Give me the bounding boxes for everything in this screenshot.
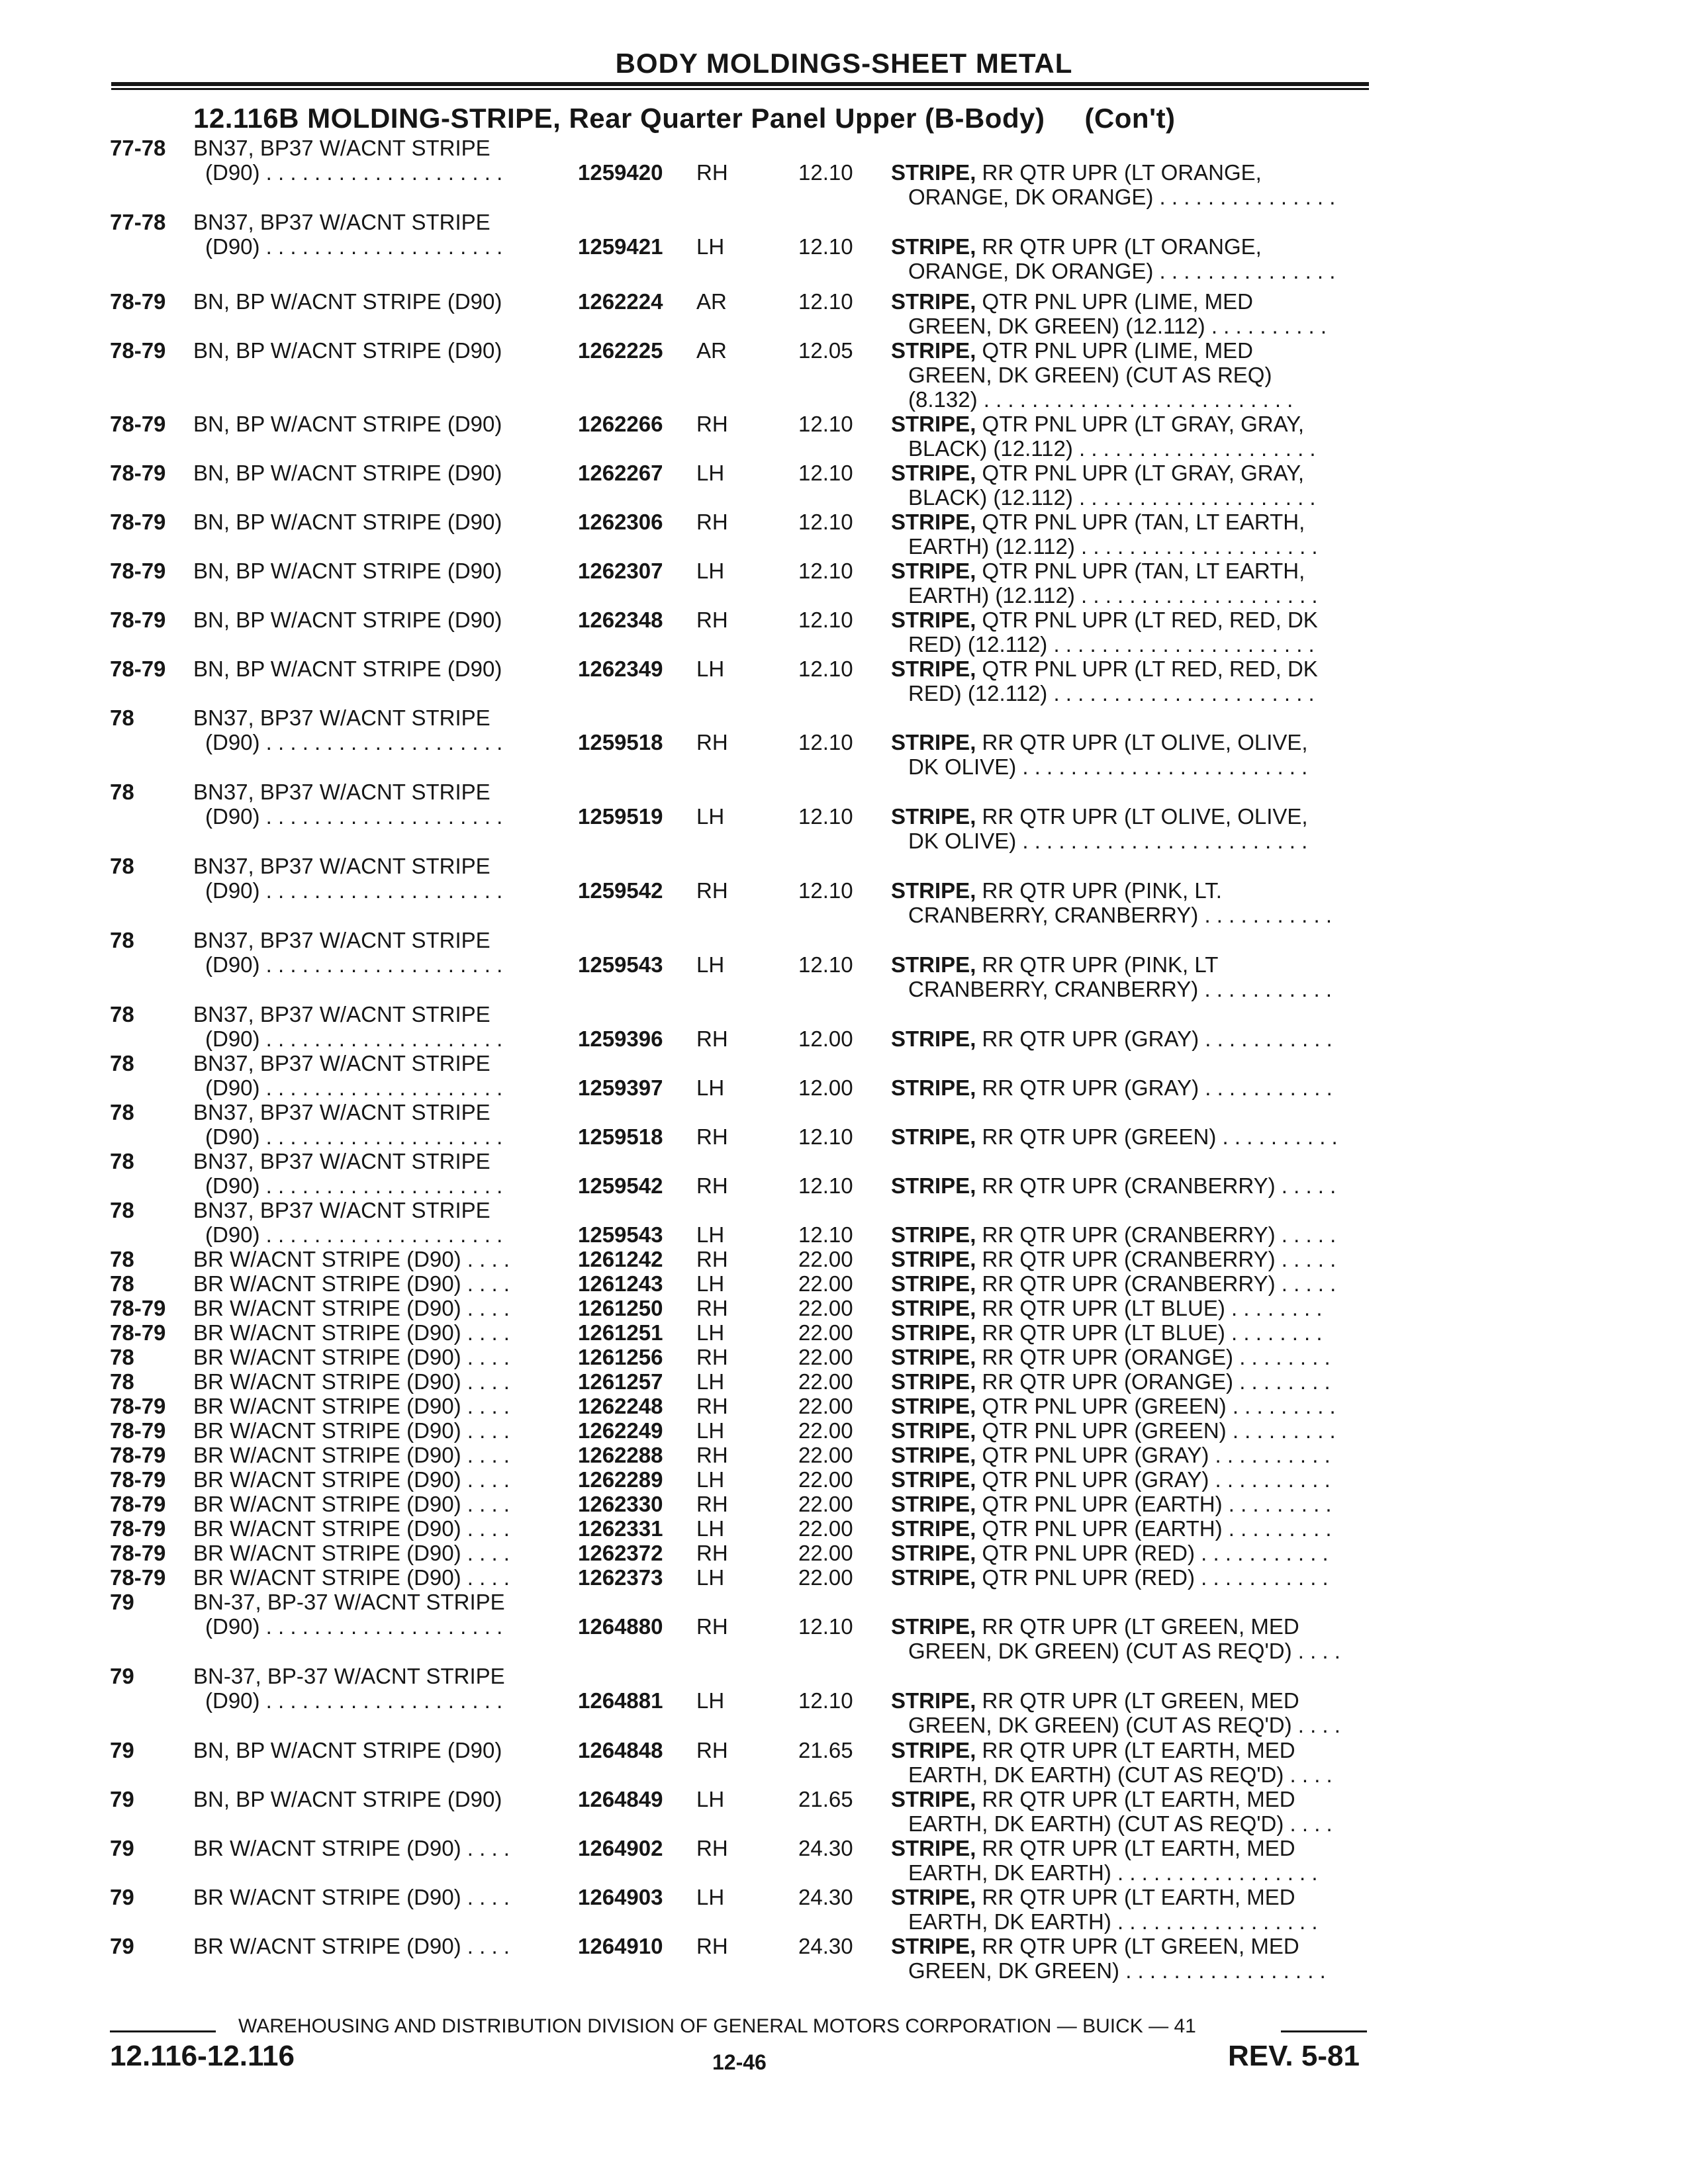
side-code: RH	[696, 1738, 728, 1762]
model-year: 78	[110, 928, 134, 952]
model-year: 78	[110, 1149, 134, 1173]
side-code: RH	[696, 1247, 728, 1271]
part-number: 1264903	[578, 1885, 663, 1909]
model-year: 78-79	[110, 1296, 166, 1320]
application-text: BR W/ACNT STRIPE (D90) . . . .	[193, 1345, 510, 1369]
side-code: RH	[696, 1836, 728, 1860]
application-text: BR W/ACNT STRIPE (D90) . . . .	[193, 1443, 510, 1467]
price: 22.00	[798, 1443, 853, 1467]
model-year: 78-79	[110, 1320, 166, 1345]
side-code: LH	[696, 1467, 725, 1492]
side-code: LH	[696, 461, 725, 485]
application-text: BR W/ACNT STRIPE (D90) . . . .	[193, 1516, 510, 1541]
side-code: RH	[696, 412, 728, 436]
model-year: 79	[110, 1590, 134, 1614]
application-text: BN, BP W/ACNT STRIPE (D90)	[193, 559, 502, 583]
price: 22.00	[798, 1345, 853, 1369]
application-text: (D90) . . . . . . . . . . . . . . . . . . . .	[205, 878, 503, 903]
part-number: 1259397	[578, 1075, 663, 1100]
part-number: 1259518	[578, 1124, 663, 1149]
description-text: EARTH, DK EARTH) (CUT AS REQ'D) . . . .	[908, 1811, 1333, 1836]
part-number: 1262307	[578, 559, 663, 583]
model-year: 78	[110, 1100, 134, 1124]
price: 22.00	[798, 1492, 853, 1516]
footer-revision: REV. 5-81	[1228, 2040, 1360, 2072]
model-year: 78	[110, 1247, 134, 1271]
application-text: BR W/ACNT STRIPE (D90) . . . .	[193, 1271, 510, 1296]
model-year: 78	[110, 1198, 134, 1222]
application-text: BN37, BP37 W/ACNT STRIPE	[193, 1198, 491, 1222]
part-number: 1262306	[578, 510, 663, 534]
section-continued-label: (Con't)	[1084, 103, 1176, 134]
side-code: AR	[696, 289, 727, 314]
description-text: EARTH, DK EARTH) . . . . . . . . . . . . . . . . .	[908, 1860, 1318, 1885]
part-number: 1264849	[578, 1787, 663, 1811]
application-text: BN-37, BP-37 W/ACNT STRIPE	[193, 1590, 505, 1614]
price: 22.00	[798, 1394, 853, 1418]
description-text: BLACK) (12.112) . . . . . . . . . . . . . . . . . . . .	[908, 436, 1316, 461]
application-text: BN, BP W/ACNT STRIPE (D90)	[193, 657, 502, 681]
part-number: 1264881	[578, 1688, 663, 1713]
description-text: STRIPE, RR QTR UPR (LT GREEN, MED	[891, 1688, 1299, 1713]
price: 12.10	[798, 412, 853, 436]
model-year: 79	[110, 1787, 134, 1811]
application-text: BR W/ACNT STRIPE (D90) . . . .	[193, 1541, 510, 1565]
description-text: STRIPE, RR QTR UPR (CRANBERRY) . . . . .	[891, 1247, 1336, 1271]
description-text: STRIPE, RR QTR UPR (LT BLUE) . . . . . . . .	[891, 1296, 1323, 1320]
side-code: LH	[696, 1222, 725, 1247]
description-text: STRIPE, RR QTR UPR (ORANGE) . . . . . . . .	[891, 1369, 1331, 1394]
side-code: RH	[696, 730, 728, 754]
description-text: STRIPE, QTR PNL UPR (LT RED, RED, DK	[891, 608, 1318, 632]
model-year: 78	[110, 1002, 134, 1026]
description-text: STRIPE, QTR PNL UPR (LIME, MED	[891, 289, 1254, 314]
model-year: 78	[110, 854, 134, 878]
application-text: BR W/ACNT STRIPE (D90) . . . .	[193, 1418, 510, 1443]
price: 12.10	[798, 1124, 853, 1149]
description-text: (8.132) . . . . . . . . . . . . . . . . . . . . . . . . . .	[908, 387, 1293, 412]
model-year: 78	[110, 705, 134, 730]
application-text: BR W/ACNT STRIPE (D90) . . . .	[193, 1369, 510, 1394]
model-year: 79	[110, 1885, 134, 1909]
model-year: 78-79	[110, 1516, 166, 1541]
price: 12.10	[798, 234, 853, 259]
part-number: 1259396	[578, 1026, 663, 1051]
model-year: 78	[110, 1051, 134, 1075]
side-code: LH	[696, 657, 725, 681]
part-number: 1259420	[578, 160, 663, 185]
price: 12.05	[798, 338, 853, 363]
description-text: STRIPE, RR QTR UPR (CRANBERRY) . . . . .	[891, 1173, 1336, 1198]
application-text: BN37, BP37 W/ACNT STRIPE	[193, 705, 491, 730]
price: 12.10	[798, 657, 853, 681]
part-number: 1262330	[578, 1492, 663, 1516]
price: 12.10	[798, 1688, 853, 1713]
footer-rule-left	[110, 2030, 216, 2032]
description-text: CRANBERRY, CRANBERRY) . . . . . . . . . . .	[908, 977, 1332, 1001]
price: 12.10	[798, 559, 853, 583]
price: 22.00	[798, 1271, 853, 1296]
application-text: (D90) . . . . . . . . . . . . . . . . . . . .	[205, 1075, 503, 1100]
application-text: (D90) . . . . . . . . . . . . . . . . . . . .	[205, 160, 503, 185]
side-code: RH	[696, 1934, 728, 1958]
price: 12.10	[798, 461, 853, 485]
application-text: (D90) . . . . . . . . . . . . . . . . . . . .	[205, 1614, 503, 1639]
model-year: 78-79	[110, 1394, 166, 1418]
part-number: 1264848	[578, 1738, 663, 1762]
price: 12.10	[798, 1173, 853, 1198]
part-number: 1261257	[578, 1369, 663, 1394]
part-number: 1262372	[578, 1541, 663, 1565]
part-number: 1259542	[578, 1173, 663, 1198]
price: 21.65	[798, 1738, 853, 1762]
application-text: BN, BP W/ACNT STRIPE (D90)	[193, 608, 502, 632]
application-text: BR W/ACNT STRIPE (D90) . . . .	[193, 1467, 510, 1492]
description-text: STRIPE, RR QTR UPR (ORANGE) . . . . . . . .	[891, 1345, 1331, 1369]
model-year: 79	[110, 1934, 134, 1958]
price: 12.10	[798, 1222, 853, 1247]
description-text: STRIPE, QTR PNL UPR (RED) . . . . . . . . . . .	[891, 1565, 1329, 1590]
description-text: GREEN, DK GREEN) (CUT AS REQ)	[908, 363, 1272, 387]
part-number: 1261243	[578, 1271, 663, 1296]
footer-section-range: 12.116-12.116	[110, 2040, 295, 2072]
model-year: 78-79	[110, 1443, 166, 1467]
application-text: (D90) . . . . . . . . . . . . . . . . . . . .	[205, 1124, 503, 1149]
side-code: RH	[696, 1614, 728, 1639]
description-text: EARTH) (12.112) . . . . . . . . . . . . . . . . . . . .	[908, 583, 1318, 608]
description-text: STRIPE, RR QTR UPR (LT ORANGE,	[891, 160, 1262, 185]
price: 22.00	[798, 1541, 853, 1565]
part-number: 1264902	[578, 1836, 663, 1860]
price: 12.10	[798, 160, 853, 185]
model-year: 78	[110, 780, 134, 804]
model-year: 79	[110, 1836, 134, 1860]
model-year: 78	[110, 1369, 134, 1394]
application-text: BN, BP W/ACNT STRIPE (D90)	[193, 338, 502, 363]
application-text: (D90) . . . . . . . . . . . . . . . . . . . .	[205, 730, 503, 754]
description-text: STRIPE, QTR PNL UPR (TAN, LT EARTH,	[891, 510, 1305, 534]
model-year: 78-79	[110, 1565, 166, 1590]
part-number: 1259542	[578, 878, 663, 903]
page-header-title: BODY MOLDINGS-SHEET METAL	[615, 48, 1073, 79]
part-number: 1262289	[578, 1467, 663, 1492]
application-text: BN, BP W/ACNT STRIPE (D90)	[193, 412, 502, 436]
side-code: LH	[696, 804, 725, 829]
footer-publisher-line: WAREHOUSING AND DISTRIBUTION DIVISION OF GENERAL MOTORS CORPORATION — BUICK — 41	[238, 2015, 1196, 2037]
side-code: LH	[696, 1271, 725, 1296]
application-text: BN37, BP37 W/ACNT STRIPE	[193, 1149, 491, 1173]
part-number: 1261251	[578, 1320, 663, 1345]
part-number: 1264880	[578, 1614, 663, 1639]
side-code: LH	[696, 1565, 725, 1590]
description-text: STRIPE, QTR PNL UPR (LT GRAY, GRAY,	[891, 412, 1305, 436]
description-text: GREEN, DK GREEN) (12.112) . . . . . . . . . .	[908, 314, 1327, 338]
application-text: (D90) . . . . . . . . . . . . . . . . . . . .	[205, 952, 503, 977]
application-text: BN, BP W/ACNT STRIPE (D90)	[193, 1738, 502, 1762]
part-number: 1259518	[578, 730, 663, 754]
side-code: LH	[696, 1418, 725, 1443]
description-text: RED) (12.112) . . . . . . . . . . . . . . . . . . . . . .	[908, 632, 1315, 657]
price: 22.00	[798, 1320, 853, 1345]
description-text: STRIPE, RR QTR UPR (LT OLIVE, OLIVE,	[891, 730, 1308, 754]
description-text: STRIPE, QTR PNL UPR (GREEN) . . . . . . . . .	[891, 1394, 1336, 1418]
part-number: 1259543	[578, 1222, 663, 1247]
part-number: 1259421	[578, 234, 663, 259]
price: 12.00	[798, 1075, 853, 1100]
application-text: BR W/ACNT STRIPE (D90) . . . .	[193, 1934, 510, 1958]
description-text: STRIPE, QTR PNL UPR (GREEN) . . . . . . . . .	[891, 1418, 1336, 1443]
description-text: DK OLIVE) . . . . . . . . . . . . . . . . . . . . . . . .	[908, 754, 1308, 779]
description-text: STRIPE, QTR PNL UPR (TAN, LT EARTH,	[891, 559, 1305, 583]
part-number: 1262267	[578, 461, 663, 485]
description-text: STRIPE, RR QTR UPR (LT BLUE) . . . . . . . .	[891, 1320, 1323, 1345]
part-number: 1262248	[578, 1394, 663, 1418]
description-text: STRIPE, RR QTR UPR (GRAY) . . . . . . . . . . .	[891, 1075, 1333, 1100]
price: 22.00	[798, 1369, 853, 1394]
model-year: 78-79	[110, 608, 166, 632]
application-text: BN, BP W/ACNT STRIPE (D90)	[193, 461, 502, 485]
side-code: LH	[696, 1369, 725, 1394]
description-text: EARTH, DK EARTH) (CUT AS REQ'D) . . . .	[908, 1762, 1333, 1787]
description-text: STRIPE, RR QTR UPR (LT EARTH, MED	[891, 1738, 1295, 1762]
side-code: RH	[696, 608, 728, 632]
price: 12.10	[798, 878, 853, 903]
description-text: STRIPE, RR QTR UPR (LT ORANGE,	[891, 234, 1262, 259]
side-code: LH	[696, 1320, 725, 1345]
description-text: STRIPE, QTR PNL UPR (GRAY) . . . . . . . . . .	[891, 1443, 1331, 1467]
side-code: LH	[696, 1075, 725, 1100]
side-code: RH	[696, 1296, 728, 1320]
part-number: 1262266	[578, 412, 663, 436]
description-text: STRIPE, RR QTR UPR (PINK, LT	[891, 952, 1219, 977]
description-text: STRIPE, RR QTR UPR (CRANBERRY) . . . . .	[891, 1222, 1336, 1247]
part-number: 1259519	[578, 804, 663, 829]
part-number: 1261256	[578, 1345, 663, 1369]
side-code: RH	[696, 510, 728, 534]
application-text: (D90) . . . . . . . . . . . . . . . . . . . .	[205, 234, 503, 259]
side-code: RH	[696, 1541, 728, 1565]
side-code: LH	[696, 1516, 725, 1541]
footer-rule-right	[1281, 2030, 1367, 2032]
description-text: GREEN, DK GREEN) . . . . . . . . . . . . . . . . .	[908, 1958, 1326, 1983]
part-number: 1259543	[578, 952, 663, 977]
description-text: EARTH) (12.112) . . . . . . . . . . . . . . . . . . . .	[908, 534, 1318, 559]
part-number: 1264910	[578, 1934, 663, 1958]
description-text: STRIPE, RR QTR UPR (LT OLIVE, OLIVE,	[891, 804, 1308, 829]
application-text: BR W/ACNT STRIPE (D90) . . . .	[193, 1836, 510, 1860]
description-text: STRIPE, QTR PNL UPR (GRAY) . . . . . . . . . .	[891, 1467, 1331, 1492]
model-year: 78-79	[110, 657, 166, 681]
model-year: 78-79	[110, 461, 166, 485]
side-code: LH	[696, 559, 725, 583]
description-text: STRIPE, QTR PNL UPR (RED) . . . . . . . . . . .	[891, 1541, 1329, 1565]
model-year: 79	[110, 1664, 134, 1688]
price: 22.00	[798, 1418, 853, 1443]
description-text: BLACK) (12.112) . . . . . . . . . . . . . . . . . . . .	[908, 485, 1316, 510]
side-code: RH	[696, 160, 728, 185]
side-code: LH	[696, 1787, 725, 1811]
application-text: (D90) . . . . . . . . . . . . . . . . . . . .	[205, 1688, 503, 1713]
part-number: 1261250	[578, 1296, 663, 1320]
application-text: BR W/ACNT STRIPE (D90) . . . .	[193, 1320, 510, 1345]
application-text: BN37, BP37 W/ACNT STRIPE	[193, 1051, 491, 1075]
application-text: BR W/ACNT STRIPE (D90) . . . .	[193, 1296, 510, 1320]
side-code: RH	[696, 1492, 728, 1516]
application-text: BN37, BP37 W/ACNT STRIPE	[193, 854, 491, 878]
price: 12.10	[798, 952, 853, 977]
side-code: RH	[696, 1124, 728, 1149]
application-text: (D90) . . . . . . . . . . . . . . . . . . . .	[205, 1222, 503, 1247]
application-text: (D90) . . . . . . . . . . . . . . . . . . . .	[205, 1173, 503, 1198]
application-text: BN37, BP37 W/ACNT STRIPE	[193, 928, 491, 952]
description-text: ORANGE, DK ORANGE) . . . . . . . . . . . . . . .	[908, 259, 1336, 283]
side-code: RH	[696, 1026, 728, 1051]
description-text: EARTH, DK EARTH) . . . . . . . . . . . . . . . . .	[908, 1909, 1318, 1934]
side-code: RH	[696, 1443, 728, 1467]
side-code: RH	[696, 1345, 728, 1369]
model-year: 78-79	[110, 1418, 166, 1443]
model-year: 78-79	[110, 412, 166, 436]
description-text: STRIPE, RR QTR UPR (GREEN) . . . . . . . . . .	[891, 1124, 1338, 1149]
description-text: STRIPE, RR QTR UPR (PINK, LT.	[891, 878, 1222, 903]
description-text: RED) (12.112) . . . . . . . . . . . . . . . . . . . . . .	[908, 681, 1315, 705]
model-year: 77-78	[110, 210, 166, 234]
side-code: LH	[696, 952, 725, 977]
description-text: STRIPE, QTR PNL UPR (LT GRAY, GRAY,	[891, 461, 1305, 485]
description-text: CRANBERRY, CRANBERRY) . . . . . . . . . . .	[908, 903, 1332, 927]
application-text: BN, BP W/ACNT STRIPE (D90)	[193, 289, 502, 314]
application-text: BR W/ACNT STRIPE (D90) . . . .	[193, 1247, 510, 1271]
application-text: BR W/ACNT STRIPE (D90) . . . .	[193, 1394, 510, 1418]
price: 12.10	[798, 804, 853, 829]
part-number: 1262224	[578, 289, 663, 314]
description-text: STRIPE, RR QTR UPR (CRANBERRY) . . . . .	[891, 1271, 1336, 1296]
part-number: 1262225	[578, 338, 663, 363]
application-text: BN, BP W/ACNT STRIPE (D90)	[193, 510, 502, 534]
model-year: 78-79	[110, 510, 166, 534]
part-number: 1262348	[578, 608, 663, 632]
part-number: 1262331	[578, 1516, 663, 1541]
part-number: 1262349	[578, 657, 663, 681]
application-text: (D90) . . . . . . . . . . . . . . . . . . . .	[205, 804, 503, 829]
description-text: STRIPE, RR QTR UPR (LT EARTH, MED	[891, 1787, 1295, 1811]
model-year: 78-79	[110, 1492, 166, 1516]
description-text: GREEN, DK GREEN) (CUT AS REQ'D) . . . .	[908, 1713, 1340, 1737]
model-year: 78-79	[110, 559, 166, 583]
price: 22.00	[798, 1467, 853, 1492]
price: 12.00	[798, 1026, 853, 1051]
side-code: RH	[696, 1394, 728, 1418]
price: 12.10	[798, 510, 853, 534]
part-number: 1262373	[578, 1565, 663, 1590]
description-text: STRIPE, RR QTR UPR (GRAY) . . . . . . . . . . .	[891, 1026, 1333, 1051]
side-code: LH	[696, 234, 725, 259]
application-text: BR W/ACNT STRIPE (D90) . . . .	[193, 1565, 510, 1590]
part-number: 1262288	[578, 1443, 663, 1467]
description-text: STRIPE, RR QTR UPR (LT EARTH, MED	[891, 1836, 1295, 1860]
price: 24.30	[798, 1934, 853, 1958]
model-year: 78-79	[110, 338, 166, 363]
model-year: 77-78	[110, 136, 166, 160]
side-code: LH	[696, 1688, 725, 1713]
description-text: STRIPE, RR QTR UPR (LT EARTH, MED	[891, 1885, 1295, 1909]
model-year: 79	[110, 1738, 134, 1762]
description-text: GREEN, DK GREEN) (CUT AS REQ'D) . . . .	[908, 1639, 1340, 1663]
price: 22.00	[798, 1296, 853, 1320]
application-text: BR W/ACNT STRIPE (D90) . . . .	[193, 1885, 510, 1909]
application-text: BN-37, BP-37 W/ACNT STRIPE	[193, 1664, 505, 1688]
application-text: BN37, BP37 W/ACNT STRIPE	[193, 210, 491, 234]
side-code: RH	[696, 878, 728, 903]
price: 24.30	[798, 1885, 853, 1909]
description-text: STRIPE, RR QTR UPR (LT GREEN, MED	[891, 1614, 1299, 1639]
price: 21.65	[798, 1787, 853, 1811]
part-number: 1261242	[578, 1247, 663, 1271]
side-code: AR	[696, 338, 727, 363]
application-text: BR W/ACNT STRIPE (D90) . . . .	[193, 1492, 510, 1516]
description-text: DK OLIVE) . . . . . . . . . . . . . . . . . . . . . . . .	[908, 829, 1308, 853]
description-text: STRIPE, RR QTR UPR (LT GREEN, MED	[891, 1934, 1299, 1958]
price: 12.10	[798, 1614, 853, 1639]
application-text: BN, BP W/ACNT STRIPE (D90)	[193, 1787, 502, 1811]
part-number: 1262249	[578, 1418, 663, 1443]
description-text: STRIPE, QTR PNL UPR (EARTH) . . . . . . . . .	[891, 1492, 1332, 1516]
price: 22.00	[798, 1565, 853, 1590]
application-text: BN37, BP37 W/ACNT STRIPE	[193, 1002, 491, 1026]
application-text: BN37, BP37 W/ACNT STRIPE	[193, 1100, 491, 1124]
model-year: 78	[110, 1271, 134, 1296]
price: 24.30	[798, 1836, 853, 1860]
description-text: STRIPE, QTR PNL UPR (EARTH) . . . . . . . . .	[891, 1516, 1332, 1541]
description-text: STRIPE, QTR PNL UPR (LT RED, RED, DK	[891, 657, 1318, 681]
footer-page-number: 12-46	[712, 2050, 767, 2074]
model-year: 78	[110, 1345, 134, 1369]
application-text: BN37, BP37 W/ACNT STRIPE	[193, 780, 491, 804]
description-text: ORANGE, DK ORANGE) . . . . . . . . . . . . . . .	[908, 185, 1336, 209]
side-code: RH	[696, 1173, 728, 1198]
price: 22.00	[798, 1247, 853, 1271]
price: 12.10	[798, 608, 853, 632]
price: 12.10	[798, 289, 853, 314]
model-year: 78-79	[110, 289, 166, 314]
model-year: 78-79	[110, 1467, 166, 1492]
application-text: (D90) . . . . . . . . . . . . . . . . . . . .	[205, 1026, 503, 1051]
section-title-text: 12.116B MOLDING-STRIPE, Rear Quarter Panel Upper (B-Body)	[193, 103, 1045, 134]
side-code: LH	[696, 1885, 725, 1909]
application-text: BN37, BP37 W/ACNT STRIPE	[193, 136, 491, 160]
model-year: 78-79	[110, 1541, 166, 1565]
price: 22.00	[798, 1516, 853, 1541]
price: 12.10	[798, 730, 853, 754]
description-text: STRIPE, QTR PNL UPR (LIME, MED	[891, 338, 1254, 363]
